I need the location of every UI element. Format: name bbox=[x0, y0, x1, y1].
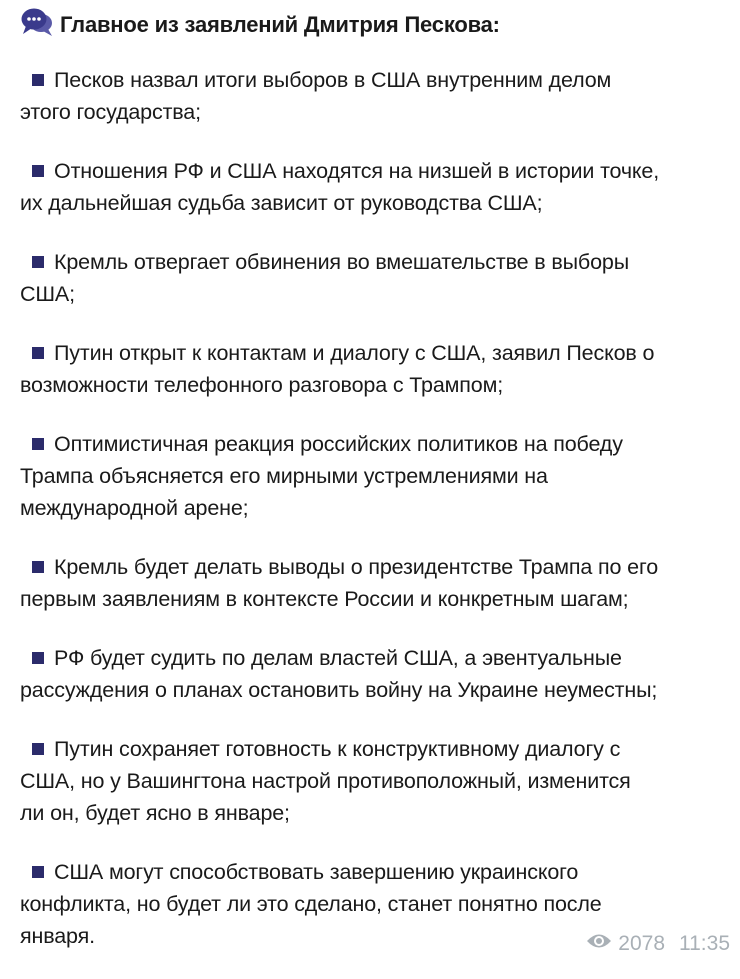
list-item-text: возможности телефонного разговора с Трампом; bbox=[20, 373, 504, 397]
list-item bbox=[20, 428, 735, 524]
list-item bbox=[20, 246, 735, 310]
list-item-text: США, но у Вашингтона настрой противоположный, изменится bbox=[20, 769, 631, 793]
statement-list bbox=[20, 64, 735, 979]
list-item-text: Путин открыт к контактам и диалогу с США, заявил Песков о bbox=[54, 341, 655, 365]
list-item-line bbox=[20, 187, 735, 219]
list-item-text: Отношения РФ и США находятся на низшей в истории точке, bbox=[54, 159, 660, 183]
list-item-line bbox=[20, 428, 735, 460]
list-item-line bbox=[20, 642, 735, 674]
list-item-line bbox=[20, 856, 735, 888]
list-item-text: Кремль будет делать выводы о президентстве Трампа по его bbox=[54, 555, 659, 579]
message-time: 11:35 bbox=[679, 932, 730, 955]
list-item-line bbox=[20, 888, 735, 920]
list-item-text: конфликта, но будет ли это сделано, станет понятно после bbox=[20, 892, 602, 916]
view-count: 2078 bbox=[618, 932, 665, 955]
list-item-text: Трампа объясняется его мирными устремлениями на bbox=[20, 464, 548, 488]
square-bullet-icon bbox=[32, 74, 44, 86]
square-bullet-icon bbox=[32, 256, 44, 268]
square-bullet-icon bbox=[32, 652, 44, 664]
square-bullet-icon bbox=[32, 561, 44, 573]
list-item-line bbox=[20, 155, 735, 187]
list-item-line bbox=[20, 583, 735, 615]
list-item-text: США; bbox=[20, 282, 75, 306]
list-item-text: ли он, будет ясно в январе; bbox=[20, 801, 290, 825]
list-item-text: Путин сохраняет готовность к конструктивному диалогу с bbox=[54, 737, 621, 761]
list-item-line bbox=[20, 96, 735, 128]
list-item-line bbox=[20, 733, 735, 765]
list-item-text: января. bbox=[20, 924, 95, 948]
list-item-text: Оптимистичная реакция российских политиков на победу bbox=[54, 432, 623, 456]
list-item-line bbox=[20, 674, 735, 706]
list-item-line bbox=[20, 278, 735, 310]
list-item-text: первым заявлениям в контексте России и конкретным шагам; bbox=[20, 587, 629, 611]
list-item-line bbox=[20, 765, 735, 797]
list-item-line bbox=[20, 492, 735, 524]
list-item bbox=[20, 551, 735, 615]
list-item-text: рассуждения о планах остановить войну на Украине неуместны; bbox=[20, 678, 658, 702]
list-item bbox=[20, 337, 735, 401]
list-item-text: РФ будет судить по делам властей США, а эвентуальные bbox=[54, 646, 622, 670]
list-item-line bbox=[20, 460, 735, 492]
list-item-text: этого государства; bbox=[20, 100, 201, 124]
list-item bbox=[20, 642, 735, 706]
list-item-line bbox=[20, 369, 735, 401]
list-item bbox=[20, 155, 735, 219]
list-item bbox=[20, 733, 735, 829]
list-item-text: Кремль отвергает обвинения во вмешательстве в выборы bbox=[54, 250, 630, 274]
list-item-line bbox=[20, 246, 735, 278]
square-bullet-icon bbox=[32, 438, 44, 450]
speech-bubbles-icon bbox=[20, 6, 54, 43]
list-item-text: США могут способствовать завершению украинского bbox=[54, 860, 579, 884]
square-bullet-icon bbox=[32, 347, 44, 359]
list-item-line bbox=[20, 797, 735, 829]
message-meta bbox=[586, 932, 730, 956]
list-item-text: их дальнейшая судьба зависит от руководства США; bbox=[20, 191, 543, 215]
message-header bbox=[20, 6, 500, 43]
square-bullet-icon bbox=[32, 866, 44, 878]
square-bullet-icon bbox=[32, 165, 44, 177]
list-item-text: Песков назвал итоги выборов в США внутренним делом bbox=[54, 68, 612, 92]
list-item-line bbox=[20, 337, 735, 369]
eye-icon bbox=[586, 932, 612, 956]
list-item bbox=[20, 64, 735, 128]
list-item-line bbox=[20, 64, 735, 96]
square-bullet-icon bbox=[32, 743, 44, 755]
list-item-text: международной арене; bbox=[20, 496, 249, 520]
message-title: Главное из заявлений Дмитрия Пескова: bbox=[60, 11, 500, 37]
list-item-line bbox=[20, 551, 735, 583]
